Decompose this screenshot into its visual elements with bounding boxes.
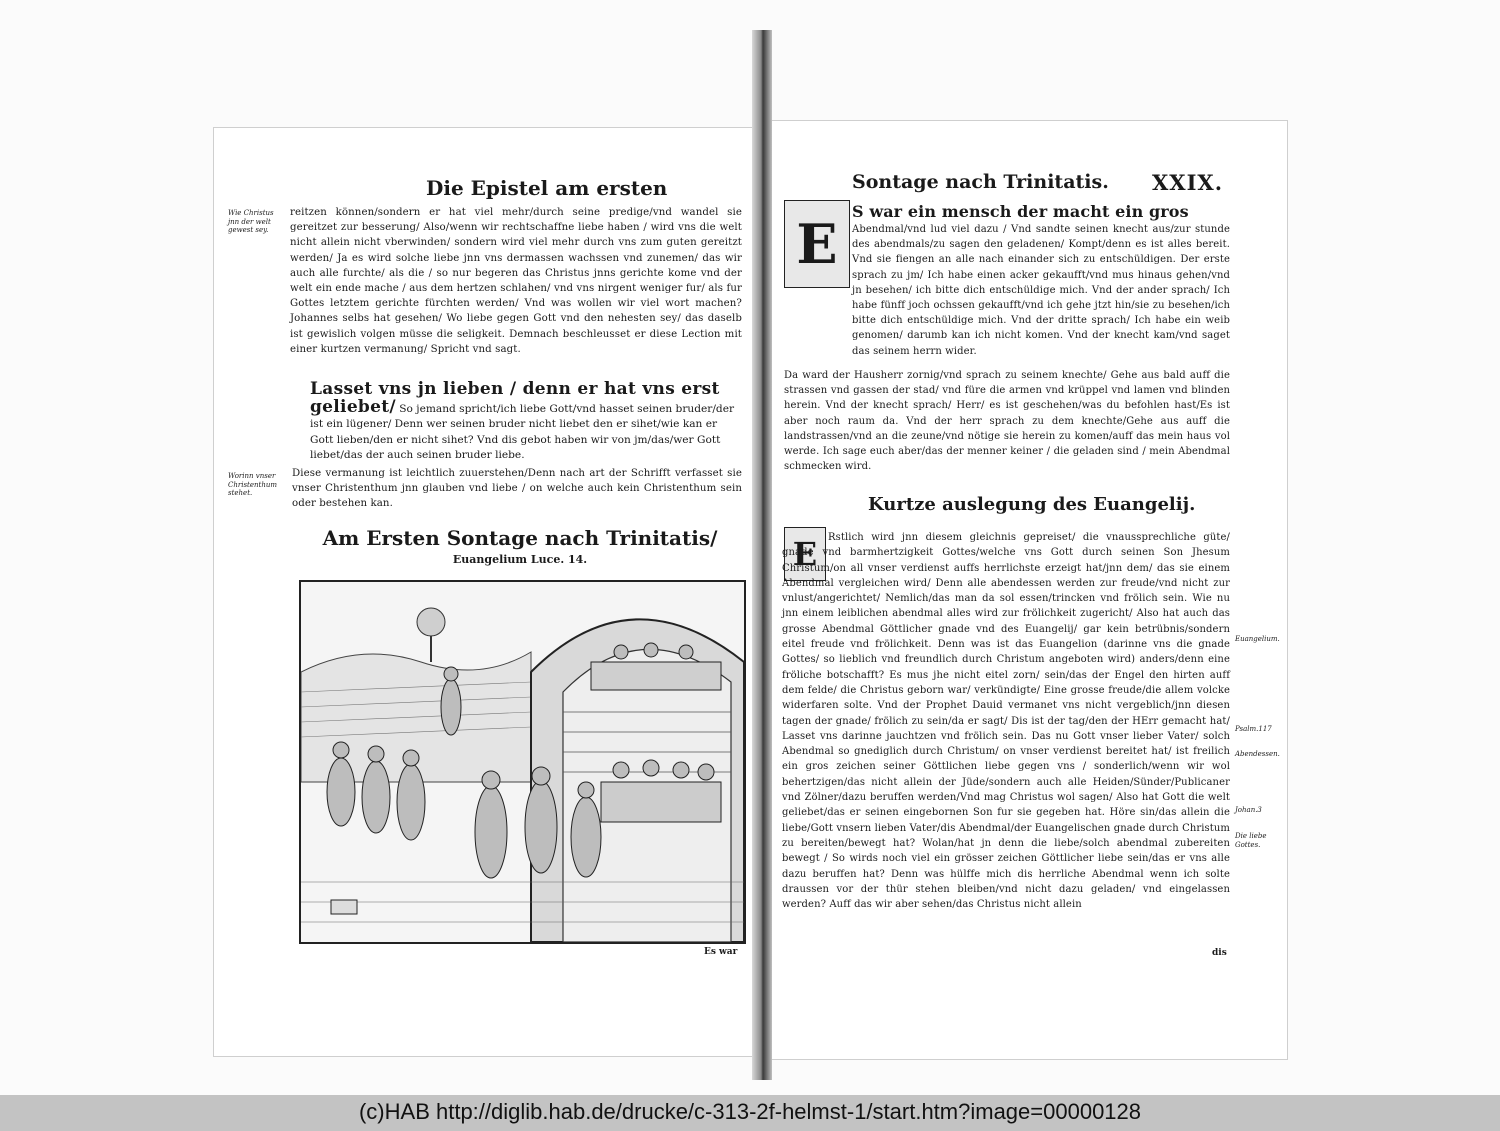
decorated-initial-1: E [784,200,850,288]
margin-note-right-2: Psalm.117 [1235,725,1272,733]
margin-note-right-5: Die liebe Gottes. [1235,832,1267,849]
left-body-paragraph-1: reitzen können/sondern er hat viel mehr/durch seine predige/vnd wandel sie gereitzet zur besserung/ Also/wenn wir rechtschaffne liebe haben / wird vns die welt nicht allein nicht vberwinden/ sondern wird viel mehr durch vns zum guten gereitzt werden/ Ja es wird solche liebe jnn vns dermassen wachssen vnd zunemen/ das wir auch alle furchte/ als die / so nur begeren das Christus jnns gerichte kome vnd der welt ein ende mache / aus dem hertzen schlahen/ vnd vns nirgent weniger fur/ als fur Gottes letztem gerichte fürchten werden/ Vnd was wollen wir viel wort machen? Johannes selbs hat gesehen/ Wo liebe gegen Gott vnd den nehesten sey/ das daselb ist gewislich volgen müsse die seligkeit. Demnach beschleusset er diese Lection mit einer kurtzen vermanung/ Spricht vnd sagt. [290,207,742,355]
woodcut-illustration [299,580,746,944]
gospel-text-2: Da ward der Hausherr zornig/vnd sprach zu seinem knechte/ Gehe aus bald auff die strassen vnd gassen der stad/ vnd füre die armen vnd krüppel vnd lamen vnd blinden herein. Vnd der knecht sprach/ Herr/ es ist geschehen/was du befohlen hast/Es ist aber noch raum da. Vnd der herr sprach zu dem knechte/Gehe aus auff die landstrassen/vnd an die zeune/vnd nötige sie herein zu komen/auff das mein haus vol werde. Ich sage euch aber/das der menner keiner / die geladen sind / mein Abendmal schmecken wird. [784,370,1230,473]
verse-first-line: Lasset vns jn lieben / denn er hat vns erst geliebet/ [310,379,720,417]
sunday-title: Am Ersten Sontage nach Trinitatis/ [322,526,718,550]
verse-block [310,379,742,464]
margin-note-left-1: Wie Christus jnn der welt gewest sey. [228,209,274,234]
exposition-text: Rstlich wird jnn diesem gleichnis gepreiset/ die vnaussprechliche güte/ gnade vnd barmhertzigkeit Gottes/welche vns Gott durch seinen Son Jhesum Christum/on all vnser verdienst auffs herrlichste erzeigt hat/jnn dem/ das sie einem Abendmal vergleichen wird/ Denn alle abendessen werden zur freude/vnd nicht zur vnlust/angerichtet/ Nemlich/das man da sol essen/trincken vnd frölich sein. Wie nu jnn einem leiblichen abendmal alles wird zur frölichkeit zugericht/ Also hat auch das grosse Abendmal Göttlicher gnade vnd des Euangelij/ gar kein betrübnis/sondern eitel freude vnd frölichkeit. Denn was ist das Euangelion (darinne vns die gnade Gottes/ so lieblich vnd freundlich durch Christum angeboten wird) anders/denn eine fröliche botschafft? Es mus jhe nicht eitel zorn/ sein/das der Engel den hirten auff dem felde/ die Christus geborn war/ verkündigte/ Eine grosse freude/die allem volcke widerfaren solte. Vnd der Prophet Dauid vermanet vns nicht vergeblich/jnn diesen tagen der gnade/ frölich zu sein/da er sagt/ Dis ist der tag/den der HErr gemacht hat/ Lasset vns darinne jauchtzen vnd frölich sein. Das nu Gott vnser lieber Vater/ solch Abendmal so gnediglich durch Christum/ on vnser verdienst bereitet hat/ ist freilich ein gros zeichen seiner Göttlichen liebe gegen vns / sonderlich/wenn wir wol behertzigen/das nicht allein der Jüde/sondern auch alle Heiden/Sünder/Publicaner vnd Zölner/dazu beruffen werden/Vnd mag Christus wol sagen/ Also hat Gott die welt geliebet/das er seinen eingebornen Son fur sie gegeben hat. Höre sin/das allein die liebe/Gott vnsern lieben Vater/dis Abendmal/der Euangelischen gnade durch Christum zu bereiten/bewegt hat? Wolan/hat jn denn die liebe/solch abendmal zubereiten bewegt / So wirds noch viel ein grösser zeichen Göttlicher liebe sein/das er vns alle dazu beruffen hat? Denn was hülffe mich dis herrliche Abendmal wenn ich solte draussen vor der thür stehen bleiben/vnd nicht dazu geladen/ vnd eingelassen werden? Auff das wir aber sehen/das Christus nicht allein [782,532,1231,911]
left-body-paragraph-2: Diese vermanung ist leichtlich zuuerstehen/Denn nach art der Schrifft verfasset sie vnser Christenthum jnn glauben vnd liebe / on welche auch kein Christenthum sein oder bestehen kan. [292,468,742,510]
decorated-initial-2: E [784,527,826,581]
gospel-opening-line: S war ein mensch der macht ein gros [852,202,1189,221]
right-catchword: dis [1212,948,1227,958]
book-gutter [752,30,772,1080]
gospel-text-1: Abendmal/vnd lud viel dazu / Vnd sandte seinen knecht aus/zur stunde des abendmals/zu sagen den geladenen/ Kompt/denn es ist alles bereit. Vnd sie fiengen an alle nach einander sich zu entschüldigen. Der erste sprach zu jm/ Ich habe einen acker gekaufft/vnd mus hinaus gehen/vnd jn besehen/ ich bitte dich entschüldige mich. Vnd der ander sprach/ Ich habe fünff joch ochssen gekaufft/vnd ich gehe jtzt hin/sie zu besehen/ich bitte dich entschüldige mich. Vnd der dritte sprach/ Ich habe ein weib genomen/ darumb kan ich nicht komen. Vnd der knecht kam/vnd saget das seinem herrn wider. [852,224,1230,357]
right-page-header: Sontage nach Trinitatis. [852,171,1109,193]
verse-rest: So jemand spricht/ich liebe Gott/vnd hasset seinen bruder/der ist ein lügener/ Denn wer seinen bruder nicht liebet den er sihet/wie kan er Gott lieben/den er nicht sihet? Vnd dis gebot haben wir von jm/das/wer Gott liebet/das der auch seinen bruder liebe. [310,402,735,461]
left-page-header: Die Epistel am ersten [426,176,668,200]
margin-note-right-3: Abendessen. [1235,750,1280,758]
margin-note-left-2: Worinn vnser Christenthum stehet. [228,472,277,497]
woodcut-drawing [301,582,744,942]
margin-note-right-4: Johan.3 [1235,806,1262,814]
exposition-subtitle: Kurtze auslegung des Euangelij. [868,494,1196,515]
left-catchword: Es war [704,947,738,957]
margin-note-right-1: Euangelium. [1235,635,1280,643]
gospel-reference: Euangelium Luce. 14. [452,553,588,566]
footer-source-url[interactable]: (c)HAB http://diglib.hab.de/drucke/c-313-2f-helmst-1/start.htm?image=00000128 [358,1099,1142,1124]
folio-number: XXIX. [1152,170,1224,195]
